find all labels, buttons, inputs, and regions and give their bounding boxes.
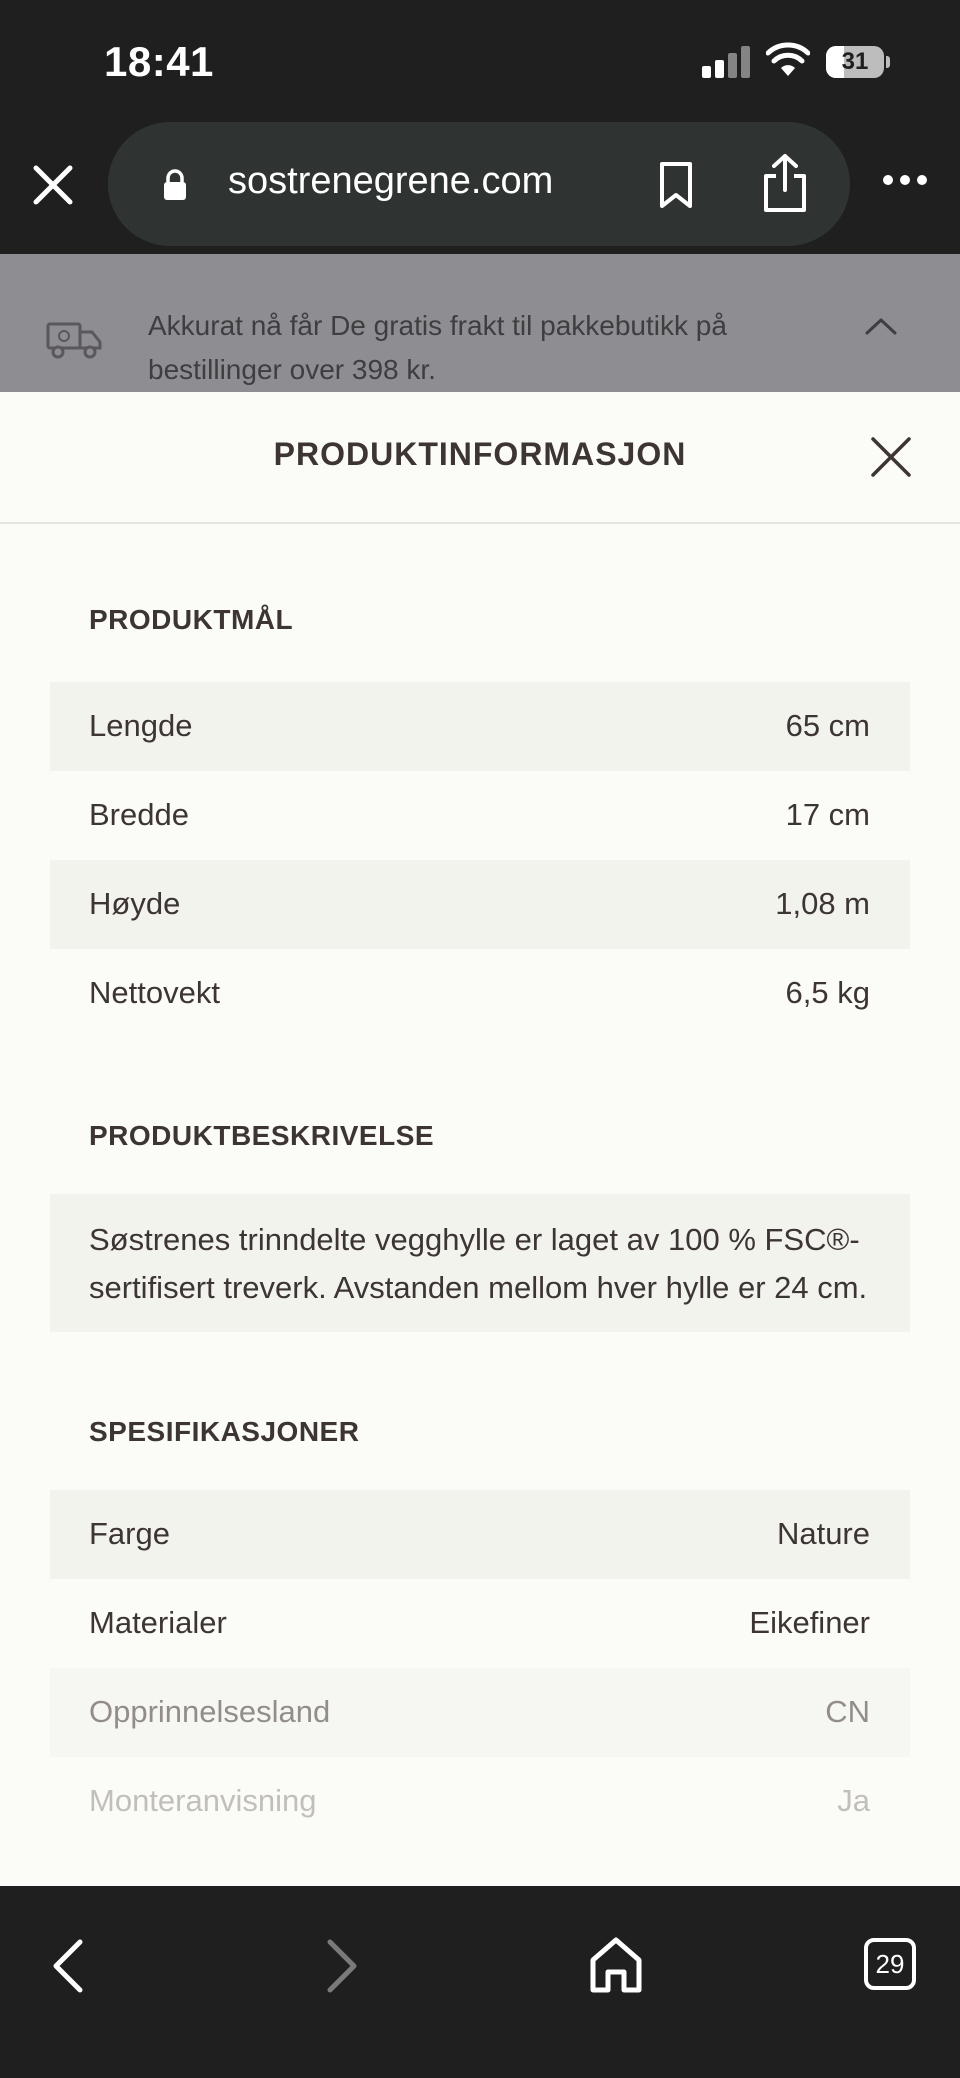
specifications-heading: SPESIFIKASJONER [89,1416,360,1447]
table-row [50,1668,910,1757]
row-label: Farge [89,1516,170,1551]
chevron-up-icon[interactable] [864,316,898,336]
home-icon[interactable] [588,1936,644,1994]
description-heading: PRODUKTBESKRIVELSE [89,1120,435,1151]
table-row [50,771,910,860]
row-label: Bredde [89,797,189,832]
dimensions-heading: PRODUKTMÅL [89,604,294,635]
more-options-icon[interactable] [882,170,928,190]
table-row [50,1579,910,1668]
battery-level: 31 [841,48,869,75]
status-time: 18:41 [104,38,214,85]
row-value: 1,08 m [775,886,870,921]
page-content [0,254,960,1886]
url-field[interactable] [108,122,850,246]
table-row [50,1490,910,1579]
table-row [50,682,910,771]
modal-title: PRODUKTINFORMASJON [273,436,687,472]
description-box [50,1194,910,1332]
bookmark-icon[interactable] [656,160,696,210]
back-arrow-icon[interactable] [50,1938,86,1994]
tabs-button[interactable]: 29 [864,1938,916,1990]
close-icon[interactable] [870,436,912,478]
table-row [50,860,910,949]
status-bar [0,0,960,118]
modal-header [0,392,960,524]
url-text: sostrenegrene.com [228,160,554,202]
shipping-banner[interactable] [0,254,960,392]
row-label: Lengde [89,708,193,743]
row-value: CN [825,1694,870,1729]
product-info-modal [0,392,960,1886]
shipping-banner-text: Akkurat nå får De gratis frakt til pakkebutikk på bestillinger over 398 kr. [148,310,727,385]
row-label: Monteranvisning [89,1783,317,1818]
row-value: Ja [837,1783,870,1818]
table-row [50,1757,910,1846]
row-label: Opprinnelsesland [89,1694,331,1729]
browser-toolbar [0,1886,960,2078]
description-text: Søstrenes trinndelte vegghylle er laget av 100 % FSC®-sertifisert treverk. Avstanden mellom hver hylle er 24 cm. [89,1222,868,1305]
row-value: 65 cm [785,708,870,743]
delivery-truck-icon [46,320,102,360]
lock-icon [160,168,190,202]
row-value: 6,5 kg [785,975,870,1010]
row-value: Nature [776,1516,870,1551]
browser-address-bar [0,118,960,254]
cellular-signal-icon [702,46,750,78]
table-row [50,949,910,1038]
forward-arrow-icon[interactable] [324,1938,360,1994]
row-value: 17 cm [785,797,870,832]
row-value: Eikefiner [749,1605,870,1640]
battery-icon [826,46,890,80]
row-label: Nettovekt [89,975,220,1010]
wifi-icon [766,42,810,78]
row-label: Materialer [89,1605,227,1640]
row-label: Høyde [89,886,181,921]
share-icon[interactable] [760,152,810,214]
close-icon[interactable] [30,162,76,208]
